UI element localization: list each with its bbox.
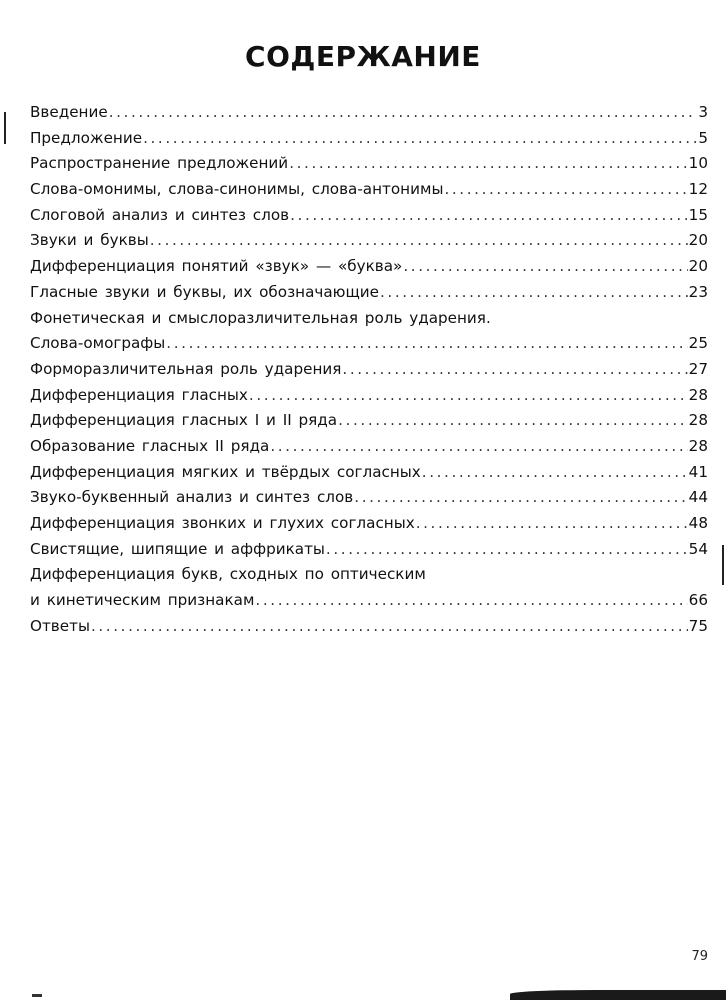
toc-entry-page: 25: [688, 334, 708, 353]
toc-entry[interactable]: [30, 511, 708, 537]
toc-entry-label: Предложение: [30, 128, 143, 147]
toc-entry[interactable]: [30, 434, 708, 460]
toc-leader-dots: [91, 614, 688, 640]
toc-entry-label: Дифференциация гласных: [30, 385, 248, 404]
toc-leader-dots: [444, 177, 687, 203]
toc-leader-dots: [289, 151, 687, 177]
toc-entry-label: Слова-омонимы, слова-синонимы, слова-антонимы: [30, 180, 444, 199]
toc-entry-label: Ответы: [30, 616, 90, 635]
toc-entry[interactable]: [30, 203, 708, 229]
toc-leader-dots: [416, 511, 688, 537]
toc-entry-label: Фонетическая и смыслоразличительная роль ударения.: [30, 308, 491, 327]
toc-leader-dots: [326, 537, 688, 563]
toc-entry[interactable]: [30, 177, 708, 203]
toc-leader-dots: [150, 228, 688, 254]
toc-leader-dots: [290, 203, 688, 229]
toc-entry-page: 20: [688, 231, 708, 250]
toc-entry-label: Введение: [30, 103, 108, 121]
page-number: 79: [691, 949, 708, 964]
page-title: СОДЕРЖАНИЕ: [245, 40, 481, 73]
toc-entry-label: Звуки и буквы: [30, 231, 149, 250]
toc-entry-continued[interactable]: [30, 562, 708, 588]
toc-entry-label: Форморазличительная роль ударения: [30, 359, 342, 378]
toc-entry[interactable]: [30, 228, 708, 254]
toc-entry-page: 10: [688, 154, 708, 173]
toc-entry-page: 15: [688, 205, 708, 224]
toc-leader-dots: [143, 126, 697, 152]
toc-entry[interactable]: [30, 151, 708, 177]
toc-entry-label: Дифференциация мягких и твёрдых согласных: [30, 462, 421, 481]
toc-entry-page: 44: [688, 488, 708, 507]
toc-leader-dots: [342, 357, 687, 383]
toc-entry-page: 27: [688, 359, 708, 378]
toc-entry[interactable]: [30, 614, 708, 640]
toc-entry[interactable]: [30, 537, 708, 563]
toc-entry-page: 23: [688, 282, 708, 301]
toc-leader-dots: [380, 280, 688, 306]
toc-entry-label: Дифференциация звонких и глухих согласных: [30, 514, 415, 532]
toc-leader-dots: [166, 331, 687, 357]
toc-entry[interactable]: [30, 383, 708, 409]
toc-entry[interactable]: [30, 357, 708, 383]
toc-entry[interactable]: [30, 280, 708, 306]
toc-entry-page: 75: [688, 616, 708, 635]
toc-entry-label: Свистящие, шипящие и аффрикаты: [30, 539, 325, 558]
toc-leader-dots: [109, 100, 698, 126]
toc-entry-page: 12: [688, 180, 708, 199]
toc-entry[interactable]: [30, 408, 708, 434]
toc-entry-label: Звуко-буквенный анализ и синтез слов: [30, 488, 354, 507]
toc-leader-dots: [354, 485, 687, 511]
toc-entry[interactable]: [30, 588, 708, 614]
toc-entry[interactable]: [30, 126, 708, 152]
toc-leader-dots: [255, 588, 687, 614]
scan-edge-mark-bottom: [32, 994, 42, 997]
toc-entry-page: 41: [688, 462, 708, 481]
toc-entry[interactable]: [30, 485, 708, 511]
toc-leader-dots: [422, 460, 688, 486]
toc-entry-page: 3: [698, 103, 708, 121]
toc-entry-label: Гласные звуки и буквы, их обозначающие: [30, 282, 379, 301]
toc-entry-label: и кинетическим признакам: [30, 591, 255, 610]
toc-entry-page: 54: [688, 539, 708, 558]
toc-entry[interactable]: [30, 254, 708, 280]
toc-entry-page: 66: [688, 591, 708, 610]
toc-entry-page: 5: [698, 128, 708, 147]
toc-leader-dots: [249, 383, 688, 409]
toc-entry-label: Слоговой анализ и синтез слов: [30, 205, 290, 224]
toc-entry[interactable]: [30, 331, 708, 357]
toc-entry-page: 48: [688, 514, 708, 532]
toc-entry-page: 28: [688, 411, 708, 430]
toc-entry[interactable]: [30, 100, 708, 126]
toc-leader-dots: [403, 254, 687, 280]
scan-shadow: [510, 990, 726, 1000]
toc-entry-page: 20: [688, 257, 708, 276]
table-of-contents: [30, 100, 708, 639]
toc-entry-label: Образование гласных II ряда: [30, 436, 270, 455]
scan-edge-mark-left: [4, 112, 6, 144]
toc-entry-page: 28: [688, 436, 708, 455]
toc-entry-page: 28: [688, 385, 708, 404]
toc-entry[interactable]: [30, 460, 708, 486]
toc-entry-label: Слова-омографы: [30, 334, 166, 353]
toc-entry-label: Распространение предложений: [30, 154, 289, 173]
toc-entry-continued[interactable]: [30, 306, 708, 332]
toc-leader-dots: [338, 408, 688, 434]
toc-entry-label: Дифференциация понятий «звук» — «буква»: [30, 257, 403, 276]
toc-entry-label: Дифференциация букв, сходных по оптическим: [30, 565, 426, 584]
toc-leader-dots: [270, 434, 687, 460]
scan-edge-mark-right: [722, 545, 724, 585]
toc-entry-label: Дифференциация гласных I и II ряда: [30, 411, 338, 430]
